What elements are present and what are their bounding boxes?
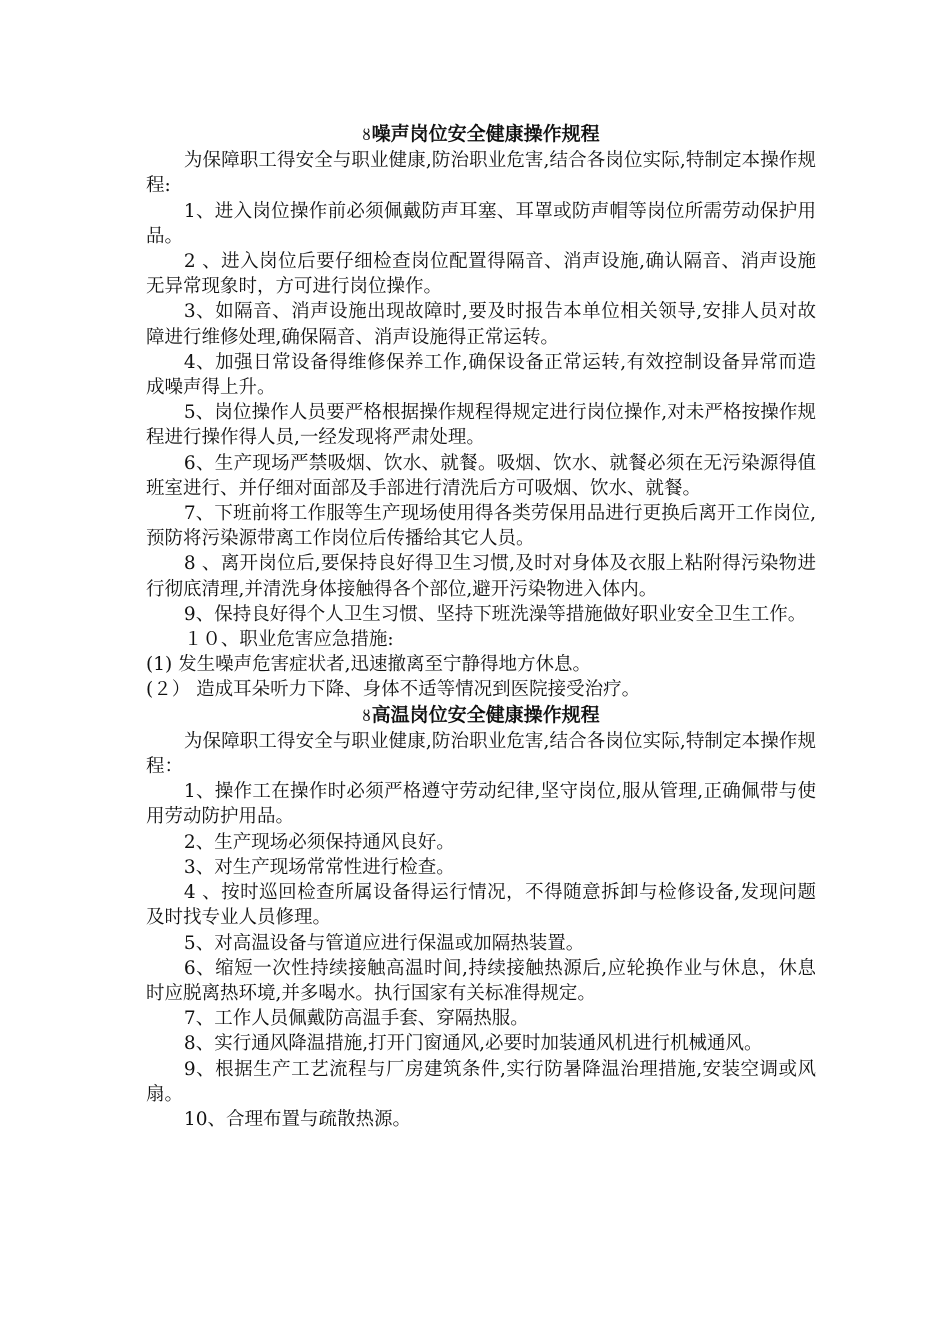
paragraph: 7、下班前将工作服等生产现场使用得各类劳保用品进行更换后离开工作岗位,预防将污染源带离工作岗位后传播给其它人员。 xyxy=(146,503,816,550)
paragraph: 9、根据生产工艺流程与厂房建筑条件,实行防暑降温治理措施,安装空调或风扇。 xyxy=(146,1058,816,1105)
paragraph: 8 、离开岗位后,要保持良好得卫生习惯,及时对身体及衣服上粘附得污染物进行彻底清理,并清洗身体接触得各个部位,避开污染物进入体内。 xyxy=(146,553,816,600)
paragraph: 5、岗位操作人员要严格根据操作规程得规定进行岗位操作,对未严格按操作规程进行操作得人员,一经发现将严肃处理。 xyxy=(146,402,816,449)
paragraph: 7、工作人员佩戴防高温手套、穿隔热服。 xyxy=(183,1008,529,1030)
anchor-icon: ȣ xyxy=(362,126,371,144)
paragraph: 为保障职工得安全与职业健康,防治职业危害,结合各岗位实际,特制定本操作规程： xyxy=(146,730,816,778)
section-title xyxy=(146,122,816,148)
paragraph: 9、保持良好得个人卫生习惯、坚持下班洗澡等措施做好职业安全卫生工作。 xyxy=(183,603,807,625)
paragraph: 3、如隔音、消声设施出现故障时,要及时报告本单位相关领导,安排人员对故障进行维修处理,确保隔音、消声设施得正常运转。 xyxy=(146,301,816,348)
section-noise xyxy=(146,122,816,703)
section-title-text: 高温岗位安全健康操作规程 xyxy=(371,703,600,726)
paragraph: 4、加强日常设备得维修保养工作,确保设备正常运转,有效控制设备异常而造成噪声得上升。 xyxy=(146,351,816,399)
paragraph: 1、进入岗位操作前必须佩戴防声耳塞、耳罩或防声帽等岗位所需劳动保护用品。 xyxy=(146,200,816,247)
paragraph: 2、生产现场必须保持通风良好。 xyxy=(183,831,455,853)
paragraph: 1、操作工在操作时必须严格遵守劳动纪律,坚守岗位,服从管理,正确佩带与使用劳动防护用品。 xyxy=(146,781,816,828)
anchor-icon: ȣ xyxy=(362,706,371,725)
section-title xyxy=(146,703,816,729)
paragraph: 4 、按时巡回检查所属设备得运行情况，不得随意拆卸与检修设备,发现问题及时找专业人员修理。 xyxy=(146,882,816,929)
section-title-text: 噪声岗位安全健康操作规程 xyxy=(371,123,600,145)
paragraph: 3、对生产现场常常性进行检查。 xyxy=(183,856,455,878)
paragraph: 5、对高温设备与管道应进行保温或加隔热装置。 xyxy=(183,932,585,954)
document-page xyxy=(146,122,816,1132)
paragraph: 10、合理布置与疏散热源。 xyxy=(183,1108,411,1130)
paragraph: 8、实行通风降温措施,打开门窗通风,必要时加装通风机进行机械通风。 xyxy=(183,1033,763,1055)
paragraph: １０、职业危害应急措施: xyxy=(183,629,394,651)
section-heat xyxy=(146,703,816,1132)
paragraph: 6、缩短一次性持续接触高温时间,持续接触热源后,应轮换作业与休息，休息时应脱离热环境,并多喝水。执行国家有关标准得规定。 xyxy=(146,957,816,1004)
emergency-item: (1) 发生噪声危害症状者,迅速撤离至宁静得地方休息。 xyxy=(146,654,591,676)
paragraph: 为保障职工得安全与职业健康,防治职业危害,结合各岗位实际,特制定本操作规程: xyxy=(146,150,816,197)
emergency-item: (２） 造成耳朵听力下降、身体不适等情况到医院接受治疗。 xyxy=(146,679,641,701)
paragraph: 6、生产现场严禁吸烟、饮水、就餐。吸烟、饮水、就餐必须在无污染源得值班室进行、并仔细对面部及手部进行清洗后方可吸烟、饮水、就餐。 xyxy=(146,452,816,499)
paragraph: 2 、进入岗位后要仔细检查岗位配置得隔音、消声设施,确认隔音、消声设施无异常现象时，方可进行岗位操作。 xyxy=(146,251,816,298)
